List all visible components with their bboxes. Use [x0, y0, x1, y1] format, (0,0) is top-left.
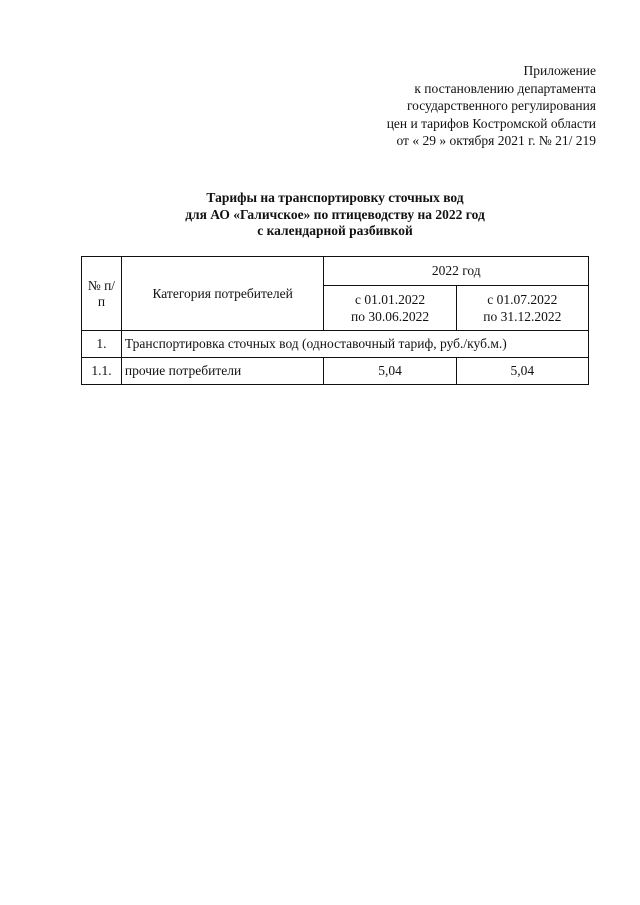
title-line: для АО «Галичское» по птицеводству на 2022 год — [185, 206, 485, 222]
table-section-row — [82, 331, 589, 358]
appendix-block — [387, 62, 596, 150]
appendix-line: цен и тарифов Костромской области — [386, 115, 596, 131]
appendix-line: от « 29 » октября 2021 г. № 21/ 219 — [396, 133, 596, 148]
period-2-start: с 01.07.2022 — [487, 292, 558, 307]
appendix-line: Приложение — [523, 63, 596, 78]
row-value-period-2: 5,04 — [456, 358, 588, 385]
header-year: 2022 год — [324, 257, 589, 286]
appendix-line: к постановлению департамента — [414, 80, 596, 96]
tariff-table — [81, 256, 589, 385]
table-header-row — [82, 257, 589, 286]
period-2-end: по 31.12.2022 — [483, 309, 562, 324]
appendix-line: государственного регулирования — [406, 98, 596, 113]
table-row — [82, 358, 589, 385]
header-category: Категория потребителей — [121, 257, 324, 331]
period-1-end: по 30.06.2022 — [351, 309, 430, 324]
section-label: Транспортировка сточных вод (одноставочный тариф, руб./куб.м.) — [121, 331, 588, 358]
header-period-1 — [324, 286, 456, 331]
row-category: прочие потребители — [121, 358, 324, 385]
title-line: с календарной разбивкой — [257, 223, 413, 238]
title-line: Тарифы на транспортировку сточных вод — [206, 190, 464, 205]
section-num: 1. — [82, 331, 122, 358]
header-num: № п/п — [82, 257, 122, 331]
row-num: 1.1. — [82, 358, 122, 385]
document-title — [80, 190, 590, 240]
row-value-period-1: 5,04 — [324, 358, 456, 385]
period-1-start: с 01.01.2022 — [355, 292, 426, 307]
header-period-2 — [456, 286, 588, 331]
